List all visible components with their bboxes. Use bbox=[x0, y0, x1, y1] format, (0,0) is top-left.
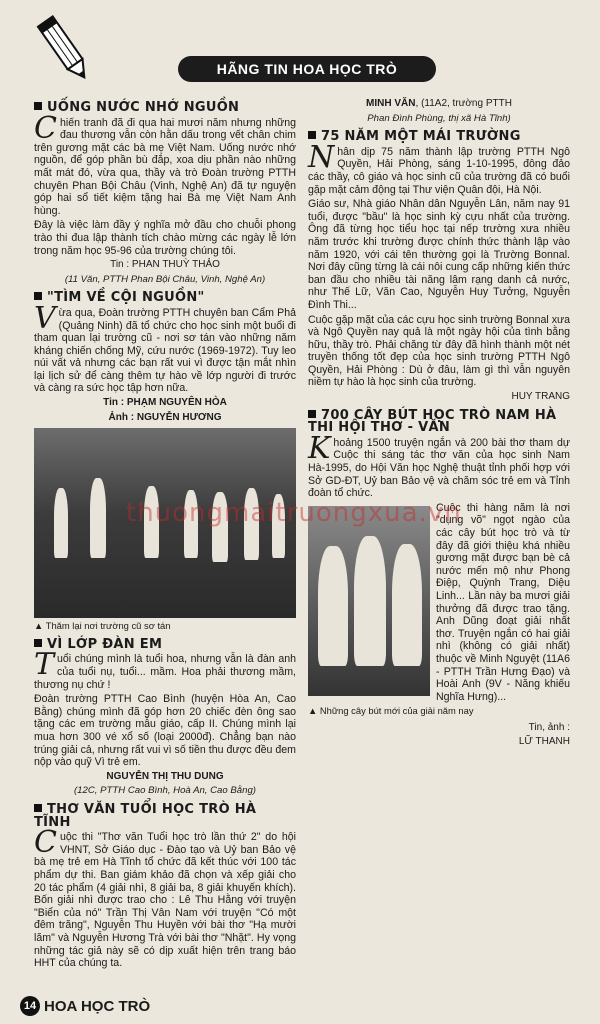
article-source: Phan Đình Phùng, thị xã Hà Tĩnh) bbox=[367, 112, 511, 124]
article-body: Tuổi chúng mình là tuổi hoa, nhưng vẫn là đàn anh của tuổi nụ, tuổi... mầm. Hoa phải thương mầm, thương nụ chứ ! bbox=[34, 647, 296, 691]
right-column bbox=[308, 96, 570, 748]
article-byline: Tin : PHẠM NGUYÊN HÒA bbox=[103, 397, 227, 409]
magazine-name: HOA HỌC TRÒ bbox=[44, 997, 151, 1015]
article-byline: LỮ THANH bbox=[518, 735, 570, 747]
article-title: 75 NĂM MỘT MÁI TRƯỜNG bbox=[308, 131, 570, 144]
article-body: Đây là việc làm đầy ý nghĩa mở đầu cho chuỗi phong trào thi đua lập thành tích chào mừng các ngày lễ lớn trong năm học 95-96 của trường chúng tôi. bbox=[34, 219, 296, 257]
page-footer bbox=[20, 996, 150, 1016]
article-body: Cuộc thi hàng năm là nơi "dụng võ" ngọt ngào của các cây bút học trò và từ đây đã giới thiệu khá nhiều gương mặt được bạn bè cả nước mến mộ như Phong Điệp, Quỳnh Trang, Diệu Linh... Lần này ba mươi giải thưởng đã được trao tặng. Anh Dũng đoạt giải nhất thơ. Truyện ngắn có hai giải nhì (không có giải nhất) thuộc về Minh Nguyệt (11A6 - PTTH Trần Hưng Đạo) và Hoài Anh (9V - Năng khiếu Nghĩa Hưng)... bbox=[436, 501, 570, 703]
left-column bbox=[34, 96, 296, 972]
article-body: Giáo sư, Nhà giáo Nhân dân Nguyễn Lân, năm nay 91 tuổi, được "bầu" là học sinh kỳ cựu nhất của trường. Ông đã từng học tiểu học tại nếp trường xưa nhiều năm trước khi trường được chính thức thành lập vào năm 1920, với cái tên thường gọi là Trường Bonnal. Nơi đây cũng từng là cái nôi cung cấp những kiến thức ban đầu cho nhiều tài năng lâm rạng danh cả nước, như Thế Lữ, Văn Cao, Nguyễn Huy Tưởng, Nguyễn Đình Thi... bbox=[308, 198, 570, 311]
article-source: (12C, PTTH Cao Bình, Hoà An, Cao Bằng) bbox=[73, 785, 256, 797]
article-title: THƠ VĂN TUỔI HỌC TRÒ HÀ TĨNH bbox=[34, 801, 257, 830]
article-title: VÌ LỚP ĐÀN EM bbox=[34, 639, 296, 652]
article-byline: Tin, ảnh : bbox=[528, 721, 570, 733]
section-header bbox=[158, 48, 438, 88]
article-body: Chiến tranh đã đi qua hai mươi năm nhưng những đau thương vẫn còn hằn dấu trong vết chân chim trên gương mặt các bà mẹ Việt Nam. Uống nước nhớ nguồn, để góp phần bù đắp, xoa dịu phần nào những mất mát đó, vừa qua, thầy và trò Đoàn trường PTTH chuyên Phan Bội Châu (Vinh, Nghệ An) đã tự nguyện góp hai sổ tiết kiệm tặng hai Bà mẹ Việt Nam Anh hùng. bbox=[34, 110, 296, 217]
pencil-icon bbox=[34, 10, 94, 90]
article-body: Khoảng 1500 truyện ngắn và 200 bài thơ tham dự Cuộc thi sáng tác thơ văn của học sinh Nam Hà-1995, do Hội Văn học Nghệ thuật tỉnh phối hợp với Sở GD-ĐT, Uỷ ban Bảo vệ và chăm sóc trẻ em và Tỉnh đoàn tổ chức. bbox=[308, 430, 570, 500]
article-byline: HUY TRANG bbox=[511, 391, 570, 403]
photo-caption: ▲ Thăm lại nơi trường cũ sơ tán bbox=[34, 620, 171, 632]
article-title: UỐNG NƯỚC NHỚ NGUỒN bbox=[34, 102, 296, 115]
photo-caption: ▲ Những cây bút mới của giải năm nay bbox=[308, 705, 474, 717]
article-body: Đoàn trường PTTH Cao Bình (huyện Hòa An, Cao Bằng) chúng mình đã góp hơn 20 chiếc đèn ông sao tặng các em trường mẫu giáo, cấp II. Chúng mình lại mua hơn 300 vé xổ số (loại 2000đ). Chẳng bạn nào trúng giải cả, nhưng rất vui vì số tiền thu được đều đem nộp vào quỹ Vì trẻ em. bbox=[34, 693, 296, 769]
page-number: 14 bbox=[20, 996, 40, 1016]
article-byline: MINH VĂN, (11A2, trường PTTH bbox=[366, 98, 512, 109]
article-byline: NGUYỄN THỊ THU DUNG bbox=[106, 770, 224, 782]
article-body: Vừa qua, Đoàn trường PTTH chuyên ban Cẩm Phả (Quảng Ninh) đã tổ chức cho học sinh một buổi đi tham quan lại trường cũ - nơi sơ tán vào những năm kháng chiến chống Mỹ, cứu nước (1969-1972). Tuy leo núi vất vả nhưng các bạn rất vui vì được tận mắt nhìn lại lịch sử để càng thêm tự hào về lớp người đi trước và càng ra sức học tập hơn nữa. bbox=[34, 300, 296, 395]
article-body: Nhân dịp 75 năm thành lập trường PTTH Ngô Quyền, Hải Phòng, sáng 1-10-1995, đông đảo các thầy, cô giáo và học sinh cũ của trường đã có buổi gặp mặt cảm động tại Thư viện Quân đội, Hà Nội. bbox=[308, 139, 570, 196]
article-title: 700 CÂY BÚT HỌC TRÒ NAM HÀ THI HỘI THƠ - VĂN bbox=[308, 407, 557, 436]
article-byline: Tin : PHAN THUỲ THẢO bbox=[110, 259, 220, 271]
article-body: Cuộc thi "Thơ văn Tuổi học trò lần thứ 2" do hội VHNT, Sở Giáo dục - Đào tạo và Uỷ ban Bảo vệ bà mẹ trẻ em Hà Tĩnh tổ chức đã kết thúc với 100 tác phẩm dự thi. Ban giám khảo đã chọn và xếp giải cho 20 tác phẩm (4 giải nhì, 8 giải ba, 8 giải khuyến khích). Bốn giải nhì được trao cho : Lê Thu Hằng với truyện "Biển của nó" Trần Thị Vân Nam với truyện "Có một đêm trăng", Nguyễn Thu Huyền với bài thơ "Hạ mười lăm" và Nguyễn Hương Trà với bài thơ "Nhặt". Hy vọng những tác giả này sẽ có dịp xuất hiện trên trang báo HHT của chúng ta. bbox=[34, 825, 296, 970]
magazine-page bbox=[8, 0, 592, 1024]
article-source: (11 Văn, PTTH Phan Bội Châu, Vinh, Nghệ An) bbox=[64, 273, 266, 285]
photo-young-writers bbox=[308, 506, 430, 696]
section-title: HÃNG TIN HOA HỌC TRÒ bbox=[178, 56, 436, 82]
article-title: "TÌM VỀ CỘI NGUỒN" bbox=[34, 292, 296, 305]
article-photo-credit: Ảnh : NGUYỄN HƯƠNG bbox=[108, 411, 222, 423]
watermark: thuongmaitruongxua.vn bbox=[126, 498, 462, 528]
article-body: Cuộc gặp mặt của các cựu học sinh trường Bonnal xưa và Ngô Quyền nay quả là một ngày hội của tình bằng hữu, thầy trò. Phải chăng từ đây đã hình thành một nét truyền thống tốt đẹp của học sinh trường PTTH Ngô Quyền, Hải Phòng : Dù ở đâu, làm gì thì vẫn nguyên niềm tự hào là học sinh của trường. bbox=[308, 313, 570, 389]
